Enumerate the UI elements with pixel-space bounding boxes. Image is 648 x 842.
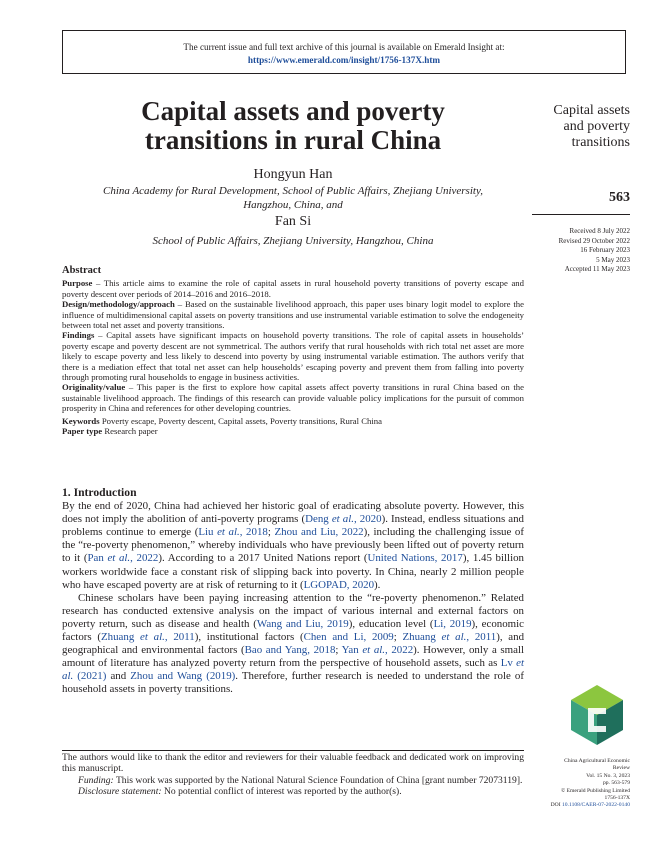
citation-link[interactable]: , 2022 [130,552,159,565]
citation-link[interactable]: et al. [441,631,467,644]
findings-label: Findings [62,330,95,341]
paragraph-text: ), including the challenging issue of the “re-poverty phenomenon,” whereby individuals who have previously been lifted out of poverty return to it ( [62,526,525,565]
journal-name: China Agricultural Economic [564,758,630,764]
citation-link[interactable]: , 2020 [353,513,382,526]
paragraph-text: ; [267,526,275,539]
paragraph-text: ), education level ( [348,617,434,630]
author-name: Hongyun Han [253,167,333,182]
paragraph-text: ; [393,631,403,644]
date-line: 16 February 2023 [580,246,630,254]
abstract-heading: Abstract [62,265,102,276]
title-line: transitions in rural China [144,125,442,155]
date-line: 5 May 2023 [596,255,630,264]
disclosure-text: No potential conflict of interest was reported by the author(s). [161,785,402,797]
journal-pages: pp. 563-579 [602,780,630,787]
paragraph-text: ). [374,578,381,591]
funding-note [62,775,524,786]
date-line: Revised 29 October 2022 [558,236,630,245]
keywords-label: Keywords [62,415,100,426]
archive-notice-box [62,30,626,74]
citation-link[interactable]: Deng [305,513,332,526]
introduction-heading: 1. Introduction [62,486,137,499]
running-title-line: and poverty [563,119,630,134]
citation-link[interactable]: et al. [140,631,165,644]
paragraph-text: ). Instead, endless situations and problems continue to emerge ( [62,513,525,539]
design-label: Design/methodology/approach [62,299,175,310]
citation-link[interactable]: Yan [341,644,363,657]
funding-label: Funding: [78,774,114,786]
abstract-design [62,299,524,330]
archive-notice-text: The current issue and full text archive of this journal is available on Emerald Insight at: [183,42,505,52]
date-line: Received 8 July 2022 [569,227,630,235]
design-text: – Based on the sustainable livelihood approach, this paper uses binary logit model to explore the influence of multidimensional capital assets on poverty transitions and use instrumental variable estimation to solve the endogeneity between total net asset and poverty transitions. [62,299,524,331]
citation-link[interactable]: Wang and Liu, 2019 [256,617,349,630]
purpose-label: Purpose [62,278,93,289]
citation-link[interactable]: et al. [362,644,386,657]
findings-text: – Capital assets have significant impacts on household poverty transitions. The role of capital assets in households’ poverty escape and poverty descent are not symmetrical. The authors verify that rural households with rich total net asset are more likely to escape poverty and less likely to descend into poverty by using instrumental variable estimation. The authors verify that there is a mediation effect that total net asset can help households’ escaping poverty and prevent them from falling into poverty through promoting rural households to engage in business activities. [62,330,524,383]
purpose-text: – This article aims to examine the role of capital assets in rural household poverty transitions of poverty escape and poverty descent over periods of 2014–2016 and 2016–2018. [62,278,524,299]
citation-link[interactable]: et al. [62,657,524,683]
paper-type [62,426,524,436]
paragraph-text: ). According to a 2017 United Nations report ( [158,552,368,565]
journal-logo [566,684,628,746]
author-affiliation [62,184,524,212]
citation-link[interactable]: Liu [198,526,218,539]
citation-link[interactable]: Zhuang [101,631,141,644]
citation-link[interactable]: Zhuang [402,631,442,644]
paragraph-text: Chinese scholars have been paying increasing attention to the “re-poverty phenomenon.” Related research has conducted extensive analysis on the impact of various internal and external factors on poverty return, such as disease and health ( [62,591,524,630]
paragraph-text: ), institutional factors ( [194,631,304,644]
paragraph-text: ). However, only a small amount of literature has analyzed poverty return from the perspective of household assets, such as [62,644,524,670]
keywords [62,416,524,426]
journal-archive-link[interactable]: https://www.emerald.com/insight/1756-137X.htm [247,55,441,65]
journal-volume: Vol. 15 No. 3, 2023 [586,772,630,779]
title-line: Capital assets and poverty [141,96,445,126]
affiliation-line: China Academy for Rural Development, School of Public Affairs, Zhejiang University, [103,185,483,197]
paragraph-text: . Therefore, further research is needed to understand the role of household assets in poverty transitions. [62,670,525,696]
journal-info [520,758,630,810]
citation-link[interactable]: Pan [87,552,108,565]
paper-type-label: Paper type [62,426,103,437]
sidebar-divider [532,214,630,215]
author-name: Fan Si [274,214,312,229]
journal-doi [520,802,630,809]
citation-link[interactable]: , 2011 [466,631,497,644]
abstract-findings [62,330,524,382]
citation-link[interactable]: (2021) [73,670,107,683]
paragraph-text: and [106,670,131,683]
citation-link[interactable]: Zhou and Wang (2019) [130,670,236,683]
abstract-section [62,266,524,437]
citation-link[interactable]: , 2011 [164,631,195,644]
citation-link[interactable]: , 2018 [239,526,268,539]
citation-link[interactable]: , 2022 [385,644,414,657]
keywords-text: Poverty escape, Poverty descent, Capital assets, Poverty transitions, Rural China [99,415,382,426]
originality-text: – This paper is the first to explore how capital assets affect poverty transitions in rural China based on the sustainable livelihood approach. The findings of this research can provide valuable policy implications for the pursuit of common prosperity in China and references for other developing countries. [62,382,524,414]
paragraph-text: ), economic factors ( [62,617,524,644]
paper-type-text: Research paper [102,426,158,437]
acknowledgement: The authors would like to thank the editor and reviewers for their valuable feedback and dedicated work on improving this manuscript. [62,752,524,775]
paragraph-text: By the end of 2020, China had achieved her historic goal of eradicating absolute poverty. However, this does not imply the abolition of anti-poverty programs ( [62,500,524,526]
citation-link[interactable]: Lv [500,657,517,670]
author-affiliation: School of Public Affairs, Zhejiang University, Hangzhou, China [152,235,434,247]
date-line: Accepted 11 May 2023 [564,265,630,273]
paragraph-text: ), 1.45 billion workers worldwide face a constant risk of slipping back into poverty. In China, nearly 2 million people who have escaped poverty are at risk of returning to it ( [62,552,524,591]
citation-link[interactable]: Li, 2019 [433,617,472,630]
abstract-purpose [62,278,524,299]
footnote-divider [62,750,524,751]
doi-link[interactable]: 10.1108/CAER-07-2022-0140 [561,802,630,809]
paragraph-text: ), and geographical and environmental factors ( [62,631,525,657]
journal-issn: 1756-137X [604,795,630,802]
originality-label: Originality/value [62,382,126,393]
citation-link[interactable]: United Nations, 2017 [367,552,463,565]
running-title-line: Capital assets [553,103,630,118]
journal-copyright: © Emerald Publishing Limited [560,787,630,794]
article-title [62,97,524,155]
journal-name: Review [612,765,630,772]
intro-paragraph [62,592,524,697]
affiliation-line: Hangzhou, China, and [243,199,343,211]
paragraph-text: ; [335,644,342,657]
footnotes [62,752,524,797]
page-number: 563 [609,190,630,205]
running-title-line: transitions [571,135,630,150]
disclosure-note [62,786,524,797]
citation-link[interactable]: Zhou and Liu, 2022 [274,526,364,539]
citation-link[interactable]: et al. [217,526,240,539]
abstract-originality [62,382,524,413]
intro-paragraph [62,500,524,592]
introduction-section [62,486,524,697]
disclosure-label: Disclosure statement: [78,785,162,797]
citation-link[interactable]: et al. [107,552,131,565]
citation-link[interactable]: et al. [331,513,354,526]
funding-text: This work was supported by the National Natural Science Foundation of China [grant number 72073119]. [113,774,523,786]
submission-dates [520,227,630,275]
citation-link[interactable]: LGOPAD, 2020 [303,578,375,591]
doi-label: DOI [550,802,562,809]
running-title [520,103,630,151]
citation-link[interactable]: Chen and Li, 2009 [303,631,394,644]
citation-link[interactable]: Bao and Yang, 2018 [244,644,336,657]
